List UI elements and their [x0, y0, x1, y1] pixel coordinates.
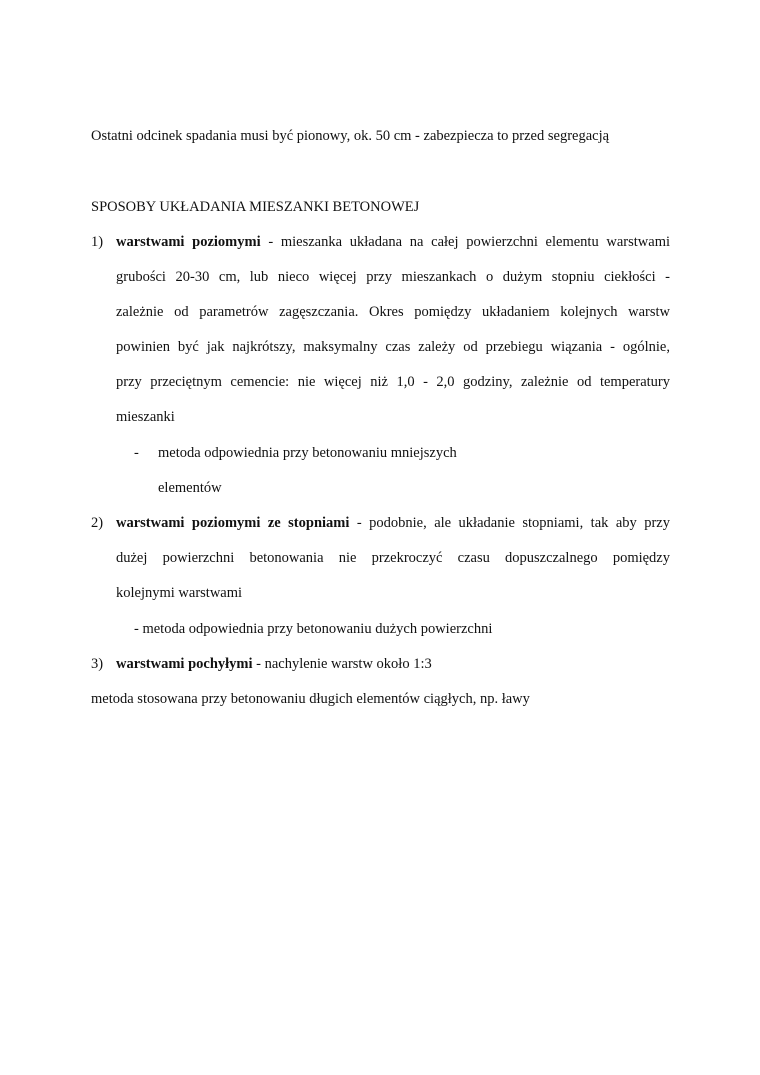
closing-paragraph: metoda stosowana przy betonowaniu długich elementów ciągłych, np. ławy — [91, 691, 530, 707]
item1-line4: powinien być jak najkrótszy, maksymalny czas zależy od przebiegu wiązania - ogólnie, — [116, 339, 670, 355]
item2-line1-text: - podobnie, ale układanie stopniami, tak aby przy — [349, 515, 670, 531]
item1-line6: mieszanki — [116, 409, 175, 425]
item1-bullet-line2: elementów — [158, 480, 222, 496]
intro-paragraph: Ostatni odcinek spadania musi być pionowy, ok. 50 cm - zabezpiecza to przed segregacją — [91, 128, 610, 144]
item3-line1-text: - nachylenie warstw około 1:3 — [252, 656, 432, 672]
item2-term: warstwami poziomymi ze stopniami — [116, 515, 350, 531]
item2-line3: kolejnymi warstwami — [116, 585, 243, 601]
list-number-1: 1) — [91, 234, 104, 250]
item3-line1 — [116, 655, 432, 673]
list-number-2: 2) — [91, 515, 104, 531]
item2-note: - metoda odpowiednia przy betonowaniu dużych powierzchni — [134, 621, 493, 637]
item1-line3: zależnie od parametrów zagęszczania. Okres pomiędzy układaniem kolejnych warstw — [116, 304, 670, 320]
item2-line1 — [116, 514, 670, 532]
section-heading: SPOSOBY UKŁADANIA MIESZANKI BETONOWEJ — [91, 199, 420, 215]
item1-line5: przy przeciętnym cemencie: nie więcej niż 1,0 - 2,0 godziny, zależnie od temperatury — [116, 374, 670, 390]
item2-line2: dużej powierzchni betonowania nie przekroczyć czasu dopuszczalnego pomiędzy — [116, 550, 670, 566]
item3-term: warstwami pochyłymi — [116, 656, 253, 672]
item1-line1 — [116, 233, 670, 251]
item1-line1-text: - mieszanka układana na całej powierzchni elementu warstwami — [260, 234, 671, 250]
item1-line2: grubości 20-30 cm, lub nieco więcej przy mieszankach o dużym stopniu ciekłości - — [116, 269, 670, 285]
item1-bullet-line1: metoda odpowiednia przy betonowaniu mniejszych — [158, 445, 457, 461]
list-number-3: 3) — [91, 656, 104, 672]
item1-term: warstwami poziomymi — [116, 234, 261, 250]
item1-bullet-dash: - — [134, 445, 139, 461]
